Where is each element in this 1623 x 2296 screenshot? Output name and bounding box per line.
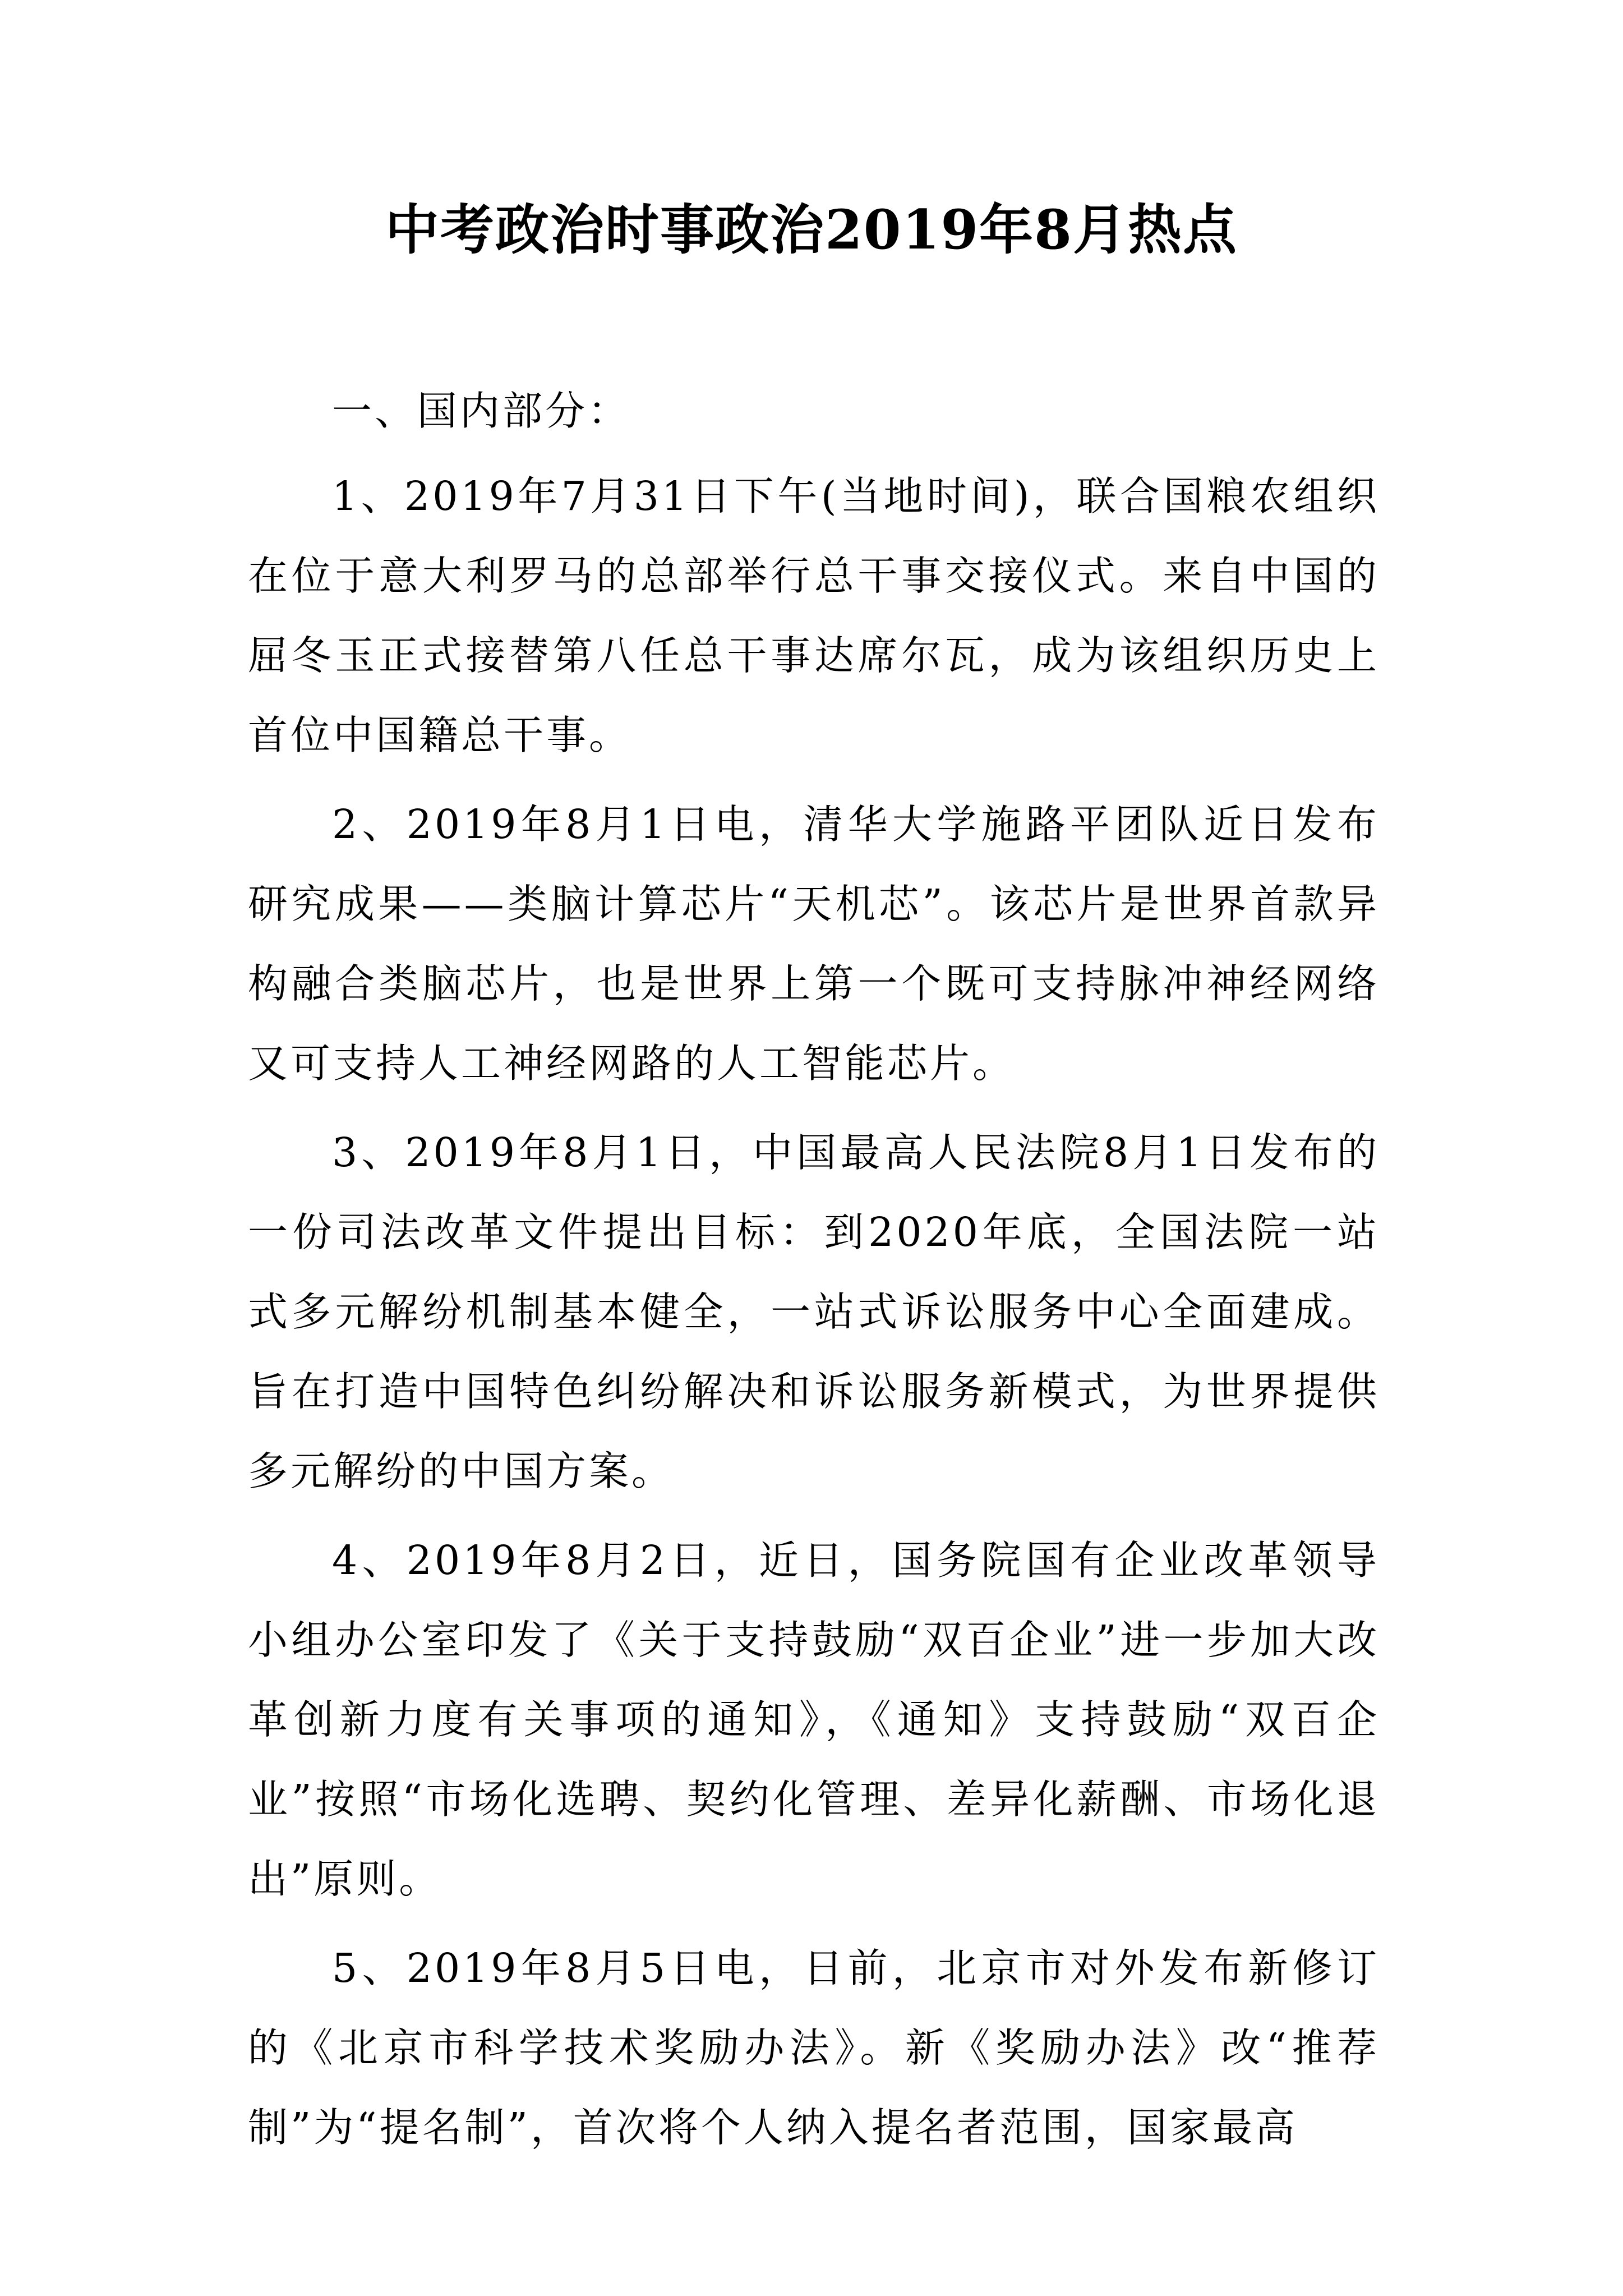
section-heading: 一、国内部分： (332, 388, 631, 434)
paragraph-3: 3、2019年8月1日，中国最高人民法院8月1日发布的一份司法改革文件提出目标：到2020年底，全国法院一站式多元解纷机制基本健全，一站式诉讼服务中心全面建成。旨在打造中国特色纠纷解决和诉讼服务新模式，为世界提供多元解纷的中国方案。 (248, 1129, 1380, 1494)
paragraph-1: 1、2019年7月31日下午(当地时间)，联合国粮农组织在位于意大利罗马的总部举行总干事交接仪式。来自中国的屈冬玉正式接替第八任总干事达席尔瓦，成为该组织历史上首位中国籍总干事。 (248, 473, 1380, 758)
paragraph-5: 5、2019年8月5日电，日前，北京市对外发布新修订的《北京市科学技术奖励办法》。新《奖励办法》改“推荐制”为“提名制”，首次将个人纳入提名者范围，国家最高 (248, 1945, 1380, 2151)
paragraph-2: 2、2019年8月1日电，清华大学施路平团队近日发布研究成果——类脑计算芯片“天机芯”。该芯片是世界首款异构融合类脑芯片，也是世界上第一个既可支持脉冲神经网络又可支持人工神经网路的人工智能芯片。 (248, 801, 1380, 1087)
document-title: 中考政治时事政治2019年8月热点 (385, 198, 1238, 261)
paragraph-4: 4、2019年8月2日，近日，国务院国有企业改革领导小组办公室印发了《关于支持鼓励“双百企业”进一步加大改革创新力度有关事项的通知》，《通知》支持鼓励“双百企业”按照“市场化选聘、契约化管理、差异化薪酬、市场化退出”原则。 (248, 1537, 1380, 1902)
document-body (248, 371, 1380, 2177)
